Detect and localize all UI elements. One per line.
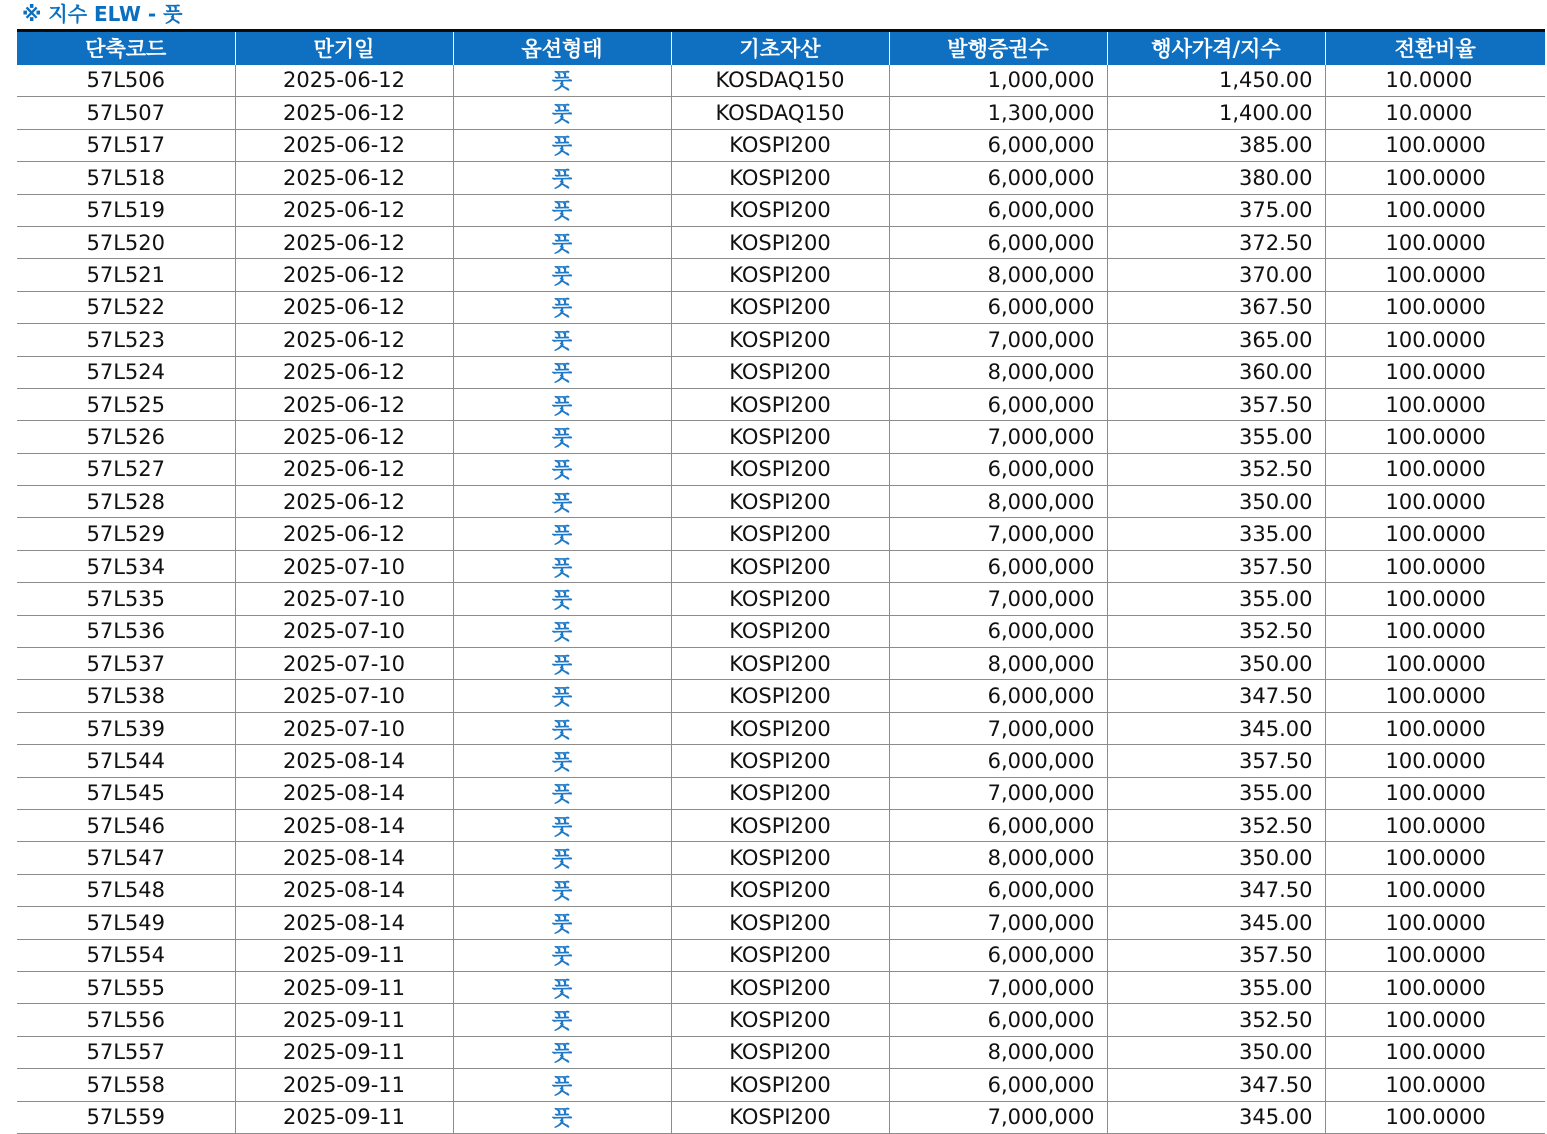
cell-conversion-ratio: 100.0000 — [1325, 518, 1545, 550]
cell-code: 57L524 — [17, 356, 235, 388]
cell-option-type: 풋 — [453, 745, 671, 777]
cell-underlying: KOSPI200 — [671, 356, 889, 388]
cell-maturity-date: 2025-06-12 — [235, 129, 453, 161]
cell-code: 57L548 — [17, 874, 235, 906]
cell-underlying: KOSPI200 — [671, 129, 889, 161]
cell-maturity-date: 2025-06-12 — [235, 324, 453, 356]
cell-conversion-ratio: 100.0000 — [1325, 712, 1545, 744]
cell-maturity-date: 2025-06-12 — [235, 356, 453, 388]
cell-strike-price: 370.00 — [1107, 259, 1325, 291]
cell-code: 57L517 — [17, 129, 235, 161]
cell-code: 57L556 — [17, 1004, 235, 1036]
cell-issued-units: 6,000,000 — [889, 745, 1107, 777]
cell-issued-units: 6,000,000 — [889, 680, 1107, 712]
cell-maturity-date: 2025-07-10 — [235, 648, 453, 680]
cell-conversion-ratio: 100.0000 — [1325, 809, 1545, 841]
table-row[interactable] — [17, 194, 1545, 226]
cell-strike-price: 375.00 — [1107, 194, 1325, 226]
cell-option-type: 풋 — [453, 324, 671, 356]
cell-strike-price: 350.00 — [1107, 1036, 1325, 1068]
cell-issued-units: 8,000,000 — [889, 842, 1107, 874]
cell-strike-price: 360.00 — [1107, 356, 1325, 388]
table-row[interactable] — [17, 971, 1545, 1003]
cell-conversion-ratio: 10.0000 — [1325, 65, 1545, 97]
cell-issued-units: 7,000,000 — [889, 324, 1107, 356]
section-title: ※ 지수 ELW - 풋 — [22, 2, 183, 26]
table-row[interactable] — [17, 648, 1545, 680]
cell-maturity-date: 2025-06-12 — [235, 65, 453, 97]
column-header-option-type[interactable]: 옵션형태 — [453, 31, 671, 65]
cell-issued-units: 6,000,000 — [889, 129, 1107, 161]
elw-table — [17, 29, 1545, 1134]
cell-maturity-date: 2025-06-12 — [235, 421, 453, 453]
cell-strike-price: 1,450.00 — [1107, 65, 1325, 97]
cell-strike-price: 357.50 — [1107, 388, 1325, 420]
cell-strike-price: 335.00 — [1107, 518, 1325, 550]
cell-underlying: KOSPI200 — [671, 226, 889, 258]
cell-option-type: 풋 — [453, 486, 671, 518]
cell-underlying: KOSPI200 — [671, 1101, 889, 1133]
table-row[interactable] — [17, 583, 1545, 615]
cell-issued-units: 7,000,000 — [889, 1101, 1107, 1133]
cell-code: 57L546 — [17, 809, 235, 841]
column-header-strike[interactable]: 행사가격/지수 — [1107, 31, 1325, 65]
cell-code: 57L539 — [17, 712, 235, 744]
elw-table-container — [17, 29, 1545, 1134]
cell-issued-units: 6,000,000 — [889, 1069, 1107, 1101]
cell-code: 57L520 — [17, 226, 235, 258]
cell-issued-units: 7,000,000 — [889, 421, 1107, 453]
table-row[interactable] — [17, 1101, 1545, 1133]
cell-issued-units: 7,000,000 — [889, 518, 1107, 550]
cell-code: 57L536 — [17, 615, 235, 647]
cell-underlying: KOSPI200 — [671, 291, 889, 323]
cell-conversion-ratio: 100.0000 — [1325, 745, 1545, 777]
cell-conversion-ratio: 100.0000 — [1325, 550, 1545, 582]
cell-code: 57L559 — [17, 1101, 235, 1133]
table-row[interactable] — [17, 842, 1545, 874]
cell-strike-price: 365.00 — [1107, 324, 1325, 356]
table-row[interactable] — [17, 486, 1545, 518]
cell-strike-price: 385.00 — [1107, 129, 1325, 161]
cell-maturity-date: 2025-06-12 — [235, 259, 453, 291]
cell-conversion-ratio: 100.0000 — [1325, 1069, 1545, 1101]
cell-issued-units: 7,000,000 — [889, 583, 1107, 615]
cell-strike-price: 357.50 — [1107, 550, 1325, 582]
cell-issued-units: 6,000,000 — [889, 194, 1107, 226]
cell-underlying: KOSPI200 — [671, 259, 889, 291]
column-header-conversion-ratio[interactable]: 전환비율 — [1325, 31, 1545, 65]
cell-option-type: 풋 — [453, 291, 671, 323]
table-row[interactable] — [17, 615, 1545, 647]
cell-underlying: KOSPI200 — [671, 486, 889, 518]
cell-conversion-ratio: 100.0000 — [1325, 939, 1545, 971]
table-row[interactable] — [17, 809, 1545, 841]
cell-issued-units: 6,000,000 — [889, 388, 1107, 420]
cell-underlying: KOSPI200 — [671, 550, 889, 582]
table-row[interactable] — [17, 939, 1545, 971]
cell-strike-price: 347.50 — [1107, 1069, 1325, 1101]
cell-maturity-date: 2025-08-14 — [235, 842, 453, 874]
cell-strike-price: 350.00 — [1107, 842, 1325, 874]
cell-strike-price: 355.00 — [1107, 583, 1325, 615]
cell-underlying: KOSPI200 — [671, 518, 889, 550]
cell-code: 57L558 — [17, 1069, 235, 1101]
cell-underlying: KOSDAQ150 — [671, 65, 889, 97]
cell-underlying: KOSPI200 — [671, 809, 889, 841]
cell-strike-price: 345.00 — [1107, 1101, 1325, 1133]
cell-maturity-date: 2025-06-12 — [235, 518, 453, 550]
cell-conversion-ratio: 100.0000 — [1325, 486, 1545, 518]
cell-underlying: KOSPI200 — [671, 615, 889, 647]
cell-code: 57L538 — [17, 680, 235, 712]
cell-code: 57L519 — [17, 194, 235, 226]
cell-code: 57L549 — [17, 907, 235, 939]
cell-strike-price: 352.50 — [1107, 453, 1325, 485]
cell-issued-units: 6,000,000 — [889, 939, 1107, 971]
cell-underlying: KOSPI200 — [671, 971, 889, 1003]
cell-maturity-date: 2025-06-12 — [235, 388, 453, 420]
cell-conversion-ratio: 100.0000 — [1325, 356, 1545, 388]
cell-option-type: 풋 — [453, 1069, 671, 1101]
cell-conversion-ratio: 100.0000 — [1325, 1036, 1545, 1068]
cell-strike-price: 347.50 — [1107, 680, 1325, 712]
cell-maturity-date: 2025-07-10 — [235, 550, 453, 582]
cell-issued-units: 6,000,000 — [889, 550, 1107, 582]
cell-maturity-date: 2025-08-14 — [235, 874, 453, 906]
cell-underlying: KOSPI200 — [671, 1069, 889, 1101]
cell-maturity-date: 2025-09-11 — [235, 939, 453, 971]
cell-issued-units: 6,000,000 — [889, 226, 1107, 258]
cell-issued-units: 7,000,000 — [889, 971, 1107, 1003]
cell-code: 57L529 — [17, 518, 235, 550]
cell-code: 57L554 — [17, 939, 235, 971]
cell-code: 57L526 — [17, 421, 235, 453]
cell-conversion-ratio: 100.0000 — [1325, 777, 1545, 809]
cell-maturity-date: 2025-07-10 — [235, 615, 453, 647]
cell-conversion-ratio: 10.0000 — [1325, 97, 1545, 129]
cell-strike-price: 345.00 — [1107, 712, 1325, 744]
cell-maturity-date: 2025-06-12 — [235, 453, 453, 485]
cell-underlying: KOSPI200 — [671, 1036, 889, 1068]
cell-code: 57L544 — [17, 745, 235, 777]
cell-maturity-date: 2025-07-10 — [235, 680, 453, 712]
cell-conversion-ratio: 100.0000 — [1325, 648, 1545, 680]
table-row[interactable] — [17, 259, 1545, 291]
cell-code: 57L547 — [17, 842, 235, 874]
table-row[interactable] — [17, 356, 1545, 388]
cell-issued-units: 6,000,000 — [889, 1004, 1107, 1036]
cell-code: 57L535 — [17, 583, 235, 615]
table-row[interactable] — [17, 518, 1545, 550]
cell-issued-units: 7,000,000 — [889, 712, 1107, 744]
cell-conversion-ratio: 100.0000 — [1325, 259, 1545, 291]
table-row[interactable] — [17, 550, 1545, 582]
cell-strike-price: 357.50 — [1107, 745, 1325, 777]
cell-maturity-date: 2025-06-12 — [235, 226, 453, 258]
cell-issued-units: 8,000,000 — [889, 648, 1107, 680]
cell-strike-price: 345.00 — [1107, 907, 1325, 939]
cell-option-type: 풋 — [453, 712, 671, 744]
cell-conversion-ratio: 100.0000 — [1325, 1101, 1545, 1133]
cell-underlying: KOSPI200 — [671, 453, 889, 485]
cell-maturity-date: 2025-09-11 — [235, 1101, 453, 1133]
cell-maturity-date: 2025-08-14 — [235, 907, 453, 939]
cell-option-type: 풋 — [453, 1101, 671, 1133]
table-header-row — [17, 31, 1545, 65]
cell-strike-price: 347.50 — [1107, 874, 1325, 906]
cell-underlying: KOSPI200 — [671, 907, 889, 939]
cell-code: 57L521 — [17, 259, 235, 291]
cell-option-type: 풋 — [453, 583, 671, 615]
table-row[interactable] — [17, 453, 1545, 485]
cell-conversion-ratio: 100.0000 — [1325, 680, 1545, 712]
cell-issued-units: 6,000,000 — [889, 453, 1107, 485]
cell-maturity-date: 2025-06-12 — [235, 486, 453, 518]
table-row[interactable] — [17, 65, 1545, 97]
cell-option-type: 풋 — [453, 1004, 671, 1036]
cell-option-type: 풋 — [453, 550, 671, 582]
cell-code: 57L506 — [17, 65, 235, 97]
table-row[interactable] — [17, 874, 1545, 906]
cell-underlying: KOSPI200 — [671, 421, 889, 453]
cell-underlying: KOSPI200 — [671, 842, 889, 874]
cell-conversion-ratio: 100.0000 — [1325, 388, 1545, 420]
cell-code: 57L527 — [17, 453, 235, 485]
cell-code: 57L522 — [17, 291, 235, 323]
cell-option-type: 풋 — [453, 162, 671, 194]
cell-code: 57L557 — [17, 1036, 235, 1068]
table-row[interactable] — [17, 162, 1545, 194]
cell-code: 57L545 — [17, 777, 235, 809]
cell-issued-units: 6,000,000 — [889, 615, 1107, 647]
cell-underlying: KOSPI200 — [671, 874, 889, 906]
cell-conversion-ratio: 100.0000 — [1325, 583, 1545, 615]
cell-option-type: 풋 — [453, 842, 671, 874]
cell-underlying: KOSPI200 — [671, 583, 889, 615]
cell-strike-price: 357.50 — [1107, 939, 1325, 971]
cell-maturity-date: 2025-06-12 — [235, 162, 453, 194]
cell-code: 57L518 — [17, 162, 235, 194]
cell-maturity-date: 2025-06-12 — [235, 291, 453, 323]
cell-conversion-ratio: 100.0000 — [1325, 907, 1545, 939]
cell-strike-price: 372.50 — [1107, 226, 1325, 258]
cell-underlying: KOSPI200 — [671, 777, 889, 809]
cell-conversion-ratio: 100.0000 — [1325, 162, 1545, 194]
cell-option-type: 풋 — [453, 907, 671, 939]
cell-conversion-ratio: 100.0000 — [1325, 226, 1545, 258]
cell-option-type: 풋 — [453, 615, 671, 647]
table-row[interactable] — [17, 907, 1545, 939]
cell-underlying: KOSPI200 — [671, 712, 889, 744]
cell-option-type: 풋 — [453, 194, 671, 226]
cell-maturity-date: 2025-06-12 — [235, 97, 453, 129]
cell-code: 57L507 — [17, 97, 235, 129]
cell-option-type: 풋 — [453, 226, 671, 258]
cell-maturity-date: 2025-09-11 — [235, 971, 453, 1003]
cell-strike-price: 380.00 — [1107, 162, 1325, 194]
cell-maturity-date: 2025-09-11 — [235, 1069, 453, 1101]
cell-option-type: 풋 — [453, 1036, 671, 1068]
cell-option-type: 풋 — [453, 97, 671, 129]
cell-option-type: 풋 — [453, 680, 671, 712]
cell-strike-price: 1,400.00 — [1107, 97, 1325, 129]
table-row[interactable] — [17, 777, 1545, 809]
cell-underlying: KOSPI200 — [671, 388, 889, 420]
cell-underlying: KOSPI200 — [671, 680, 889, 712]
cell-option-type: 풋 — [453, 648, 671, 680]
cell-strike-price: 355.00 — [1107, 971, 1325, 1003]
table-row[interactable] — [17, 226, 1545, 258]
column-header-maturity[interactable]: 만기일 — [235, 31, 453, 65]
cell-issued-units: 6,000,000 — [889, 874, 1107, 906]
cell-option-type: 풋 — [453, 777, 671, 809]
table-row[interactable] — [17, 421, 1545, 453]
cell-option-type: 풋 — [453, 259, 671, 291]
table-row[interactable] — [17, 97, 1545, 129]
cell-issued-units: 1,000,000 — [889, 65, 1107, 97]
cell-underlying: KOSPI200 — [671, 194, 889, 226]
cell-issued-units: 8,000,000 — [889, 356, 1107, 388]
cell-maturity-date: 2025-08-14 — [235, 777, 453, 809]
cell-maturity-date: 2025-09-11 — [235, 1036, 453, 1068]
cell-strike-price: 352.50 — [1107, 1004, 1325, 1036]
cell-option-type: 풋 — [453, 809, 671, 841]
table-row[interactable] — [17, 291, 1545, 323]
cell-option-type: 풋 — [453, 971, 671, 1003]
cell-maturity-date: 2025-09-11 — [235, 1004, 453, 1036]
cell-strike-price: 350.00 — [1107, 648, 1325, 680]
cell-issued-units: 1,300,000 — [889, 97, 1107, 129]
cell-maturity-date: 2025-08-14 — [235, 809, 453, 841]
cell-strike-price: 355.00 — [1107, 777, 1325, 809]
cell-issued-units: 8,000,000 — [889, 1036, 1107, 1068]
cell-code: 57L537 — [17, 648, 235, 680]
cell-issued-units: 6,000,000 — [889, 809, 1107, 841]
cell-strike-price: 350.00 — [1107, 486, 1325, 518]
cell-conversion-ratio: 100.0000 — [1325, 194, 1545, 226]
cell-conversion-ratio: 100.0000 — [1325, 421, 1545, 453]
cell-issued-units: 6,000,000 — [889, 291, 1107, 323]
cell-conversion-ratio: 100.0000 — [1325, 874, 1545, 906]
cell-conversion-ratio: 100.0000 — [1325, 842, 1545, 874]
cell-conversion-ratio: 100.0000 — [1325, 324, 1545, 356]
cell-conversion-ratio: 100.0000 — [1325, 971, 1545, 1003]
table-row[interactable] — [17, 388, 1545, 420]
cell-option-type: 풋 — [453, 939, 671, 971]
cell-conversion-ratio: 100.0000 — [1325, 129, 1545, 161]
cell-strike-price: 367.50 — [1107, 291, 1325, 323]
table-row[interactable] — [17, 1069, 1545, 1101]
table-row[interactable] — [17, 1036, 1545, 1068]
cell-option-type: 풋 — [453, 874, 671, 906]
table-row[interactable] — [17, 680, 1545, 712]
cell-issued-units: 7,000,000 — [889, 907, 1107, 939]
cell-option-type: 풋 — [453, 518, 671, 550]
column-header-code[interactable]: 단축코드 — [17, 31, 235, 65]
cell-code: 57L525 — [17, 388, 235, 420]
cell-underlying: KOSPI200 — [671, 1004, 889, 1036]
table-row[interactable] — [17, 1004, 1545, 1036]
cell-maturity-date: 2025-08-14 — [235, 745, 453, 777]
cell-underlying: KOSPI200 — [671, 324, 889, 356]
cell-issued-units: 8,000,000 — [889, 486, 1107, 518]
cell-code: 57L555 — [17, 971, 235, 1003]
cell-issued-units: 7,000,000 — [889, 777, 1107, 809]
table-row[interactable] — [17, 712, 1545, 744]
cell-maturity-date: 2025-07-10 — [235, 712, 453, 744]
cell-strike-price: 355.00 — [1107, 421, 1325, 453]
cell-option-type: 풋 — [453, 356, 671, 388]
cell-underlying: KOSPI200 — [671, 162, 889, 194]
column-header-issued-units[interactable]: 발행증권수 — [889, 31, 1107, 65]
table-row[interactable] — [17, 745, 1545, 777]
cell-conversion-ratio: 100.0000 — [1325, 453, 1545, 485]
cell-option-type: 풋 — [453, 421, 671, 453]
column-header-underlying[interactable]: 기초자산 — [671, 31, 889, 65]
cell-option-type: 풋 — [453, 65, 671, 97]
table-row[interactable] — [17, 129, 1545, 161]
cell-option-type: 풋 — [453, 129, 671, 161]
cell-issued-units: 8,000,000 — [889, 259, 1107, 291]
cell-underlying: KOSDAQ150 — [671, 97, 889, 129]
cell-issued-units: 6,000,000 — [889, 162, 1107, 194]
cell-maturity-date: 2025-06-12 — [235, 194, 453, 226]
table-row[interactable] — [17, 324, 1545, 356]
cell-conversion-ratio: 100.0000 — [1325, 615, 1545, 647]
cell-underlying: KOSPI200 — [671, 745, 889, 777]
cell-code: 57L534 — [17, 550, 235, 582]
cell-maturity-date: 2025-07-10 — [235, 583, 453, 615]
cell-option-type: 풋 — [453, 453, 671, 485]
cell-strike-price: 352.50 — [1107, 615, 1325, 647]
cell-underlying: KOSPI200 — [671, 648, 889, 680]
cell-code: 57L528 — [17, 486, 235, 518]
cell-code: 57L523 — [17, 324, 235, 356]
cell-strike-price: 352.50 — [1107, 809, 1325, 841]
table-body — [17, 65, 1545, 1134]
cell-option-type: 풋 — [453, 388, 671, 420]
cell-conversion-ratio: 100.0000 — [1325, 1004, 1545, 1036]
cell-underlying: KOSPI200 — [671, 939, 889, 971]
cell-conversion-ratio: 100.0000 — [1325, 291, 1545, 323]
